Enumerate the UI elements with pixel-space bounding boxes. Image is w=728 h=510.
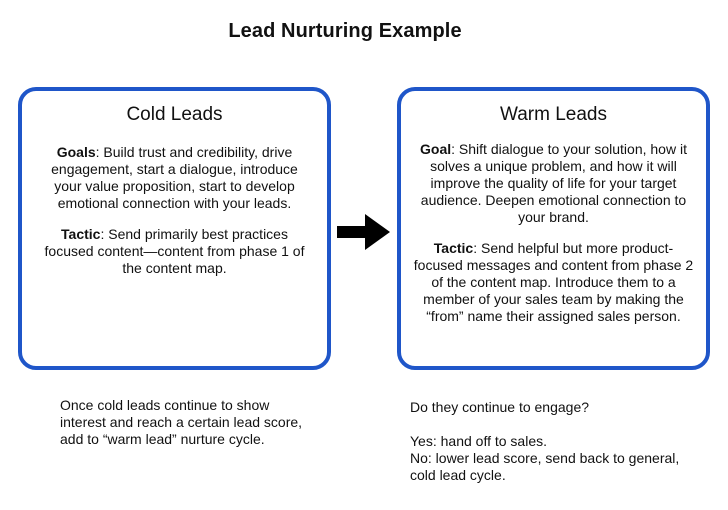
page-title: Lead Nurturing Example: [228, 20, 462, 42]
cold-leads-note: Once cold leads continue to show interest and reach a certain lead score, add to “warm lead” nurture cycle.: [60, 397, 303, 447]
cold-leads-box: [18, 87, 331, 370]
warm-note-question: Do they continue to engage?: [410, 399, 590, 415]
warm-note-no: No: lower lead score, send back to general, cold lead cycle.: [410, 450, 680, 483]
warm-tactic-label: Tactic: [433, 240, 474, 256]
warm-note-yes: Yes: hand off to sales.: [410, 433, 547, 449]
warm-tactic-text: : Send helpful but more product-focused messages and content from phase 2 of the content map. Introduce them to a member of your sales team by making the “from” name their assigned sales person.: [413, 240, 694, 324]
right-arrow-shape: [337, 214, 390, 250]
cold-tactic-label: Tactic: [61, 226, 101, 242]
cold-goals-text: : Build trust and credibility, drive engagement, start a dialogue, introduce your value proposition, start to develop emotional connection with your leads.: [51, 144, 298, 211]
warm-goal-text: : Shift dialogue to your solution, how it solves a unique problem, and how it will improve the quality of life for your target audience. Deepen emotional connection to your brand.: [420, 141, 687, 225]
warm-leads-note: [410, 399, 700, 484]
warm-leads-heading: Warm Leads: [500, 104, 607, 125]
cold-goals-paragraph: [22, 144, 327, 212]
warm-goal-paragraph: [401, 141, 706, 226]
right-arrow-icon: [337, 212, 391, 252]
cold-goals-label: Goals: [56, 144, 96, 160]
cold-leads-heading: Cold Leads: [126, 104, 223, 125]
cold-tactic-paragraph: [22, 226, 327, 277]
cold-tactic-text: : Send primarily best practices focused content—content from phase 1 of the content map.: [44, 226, 305, 276]
warm-leads-box: [397, 87, 710, 370]
warm-tactic-paragraph: [401, 240, 706, 325]
warm-goal-label: Goal: [420, 141, 452, 157]
warm-note-gap: [410, 416, 700, 433]
